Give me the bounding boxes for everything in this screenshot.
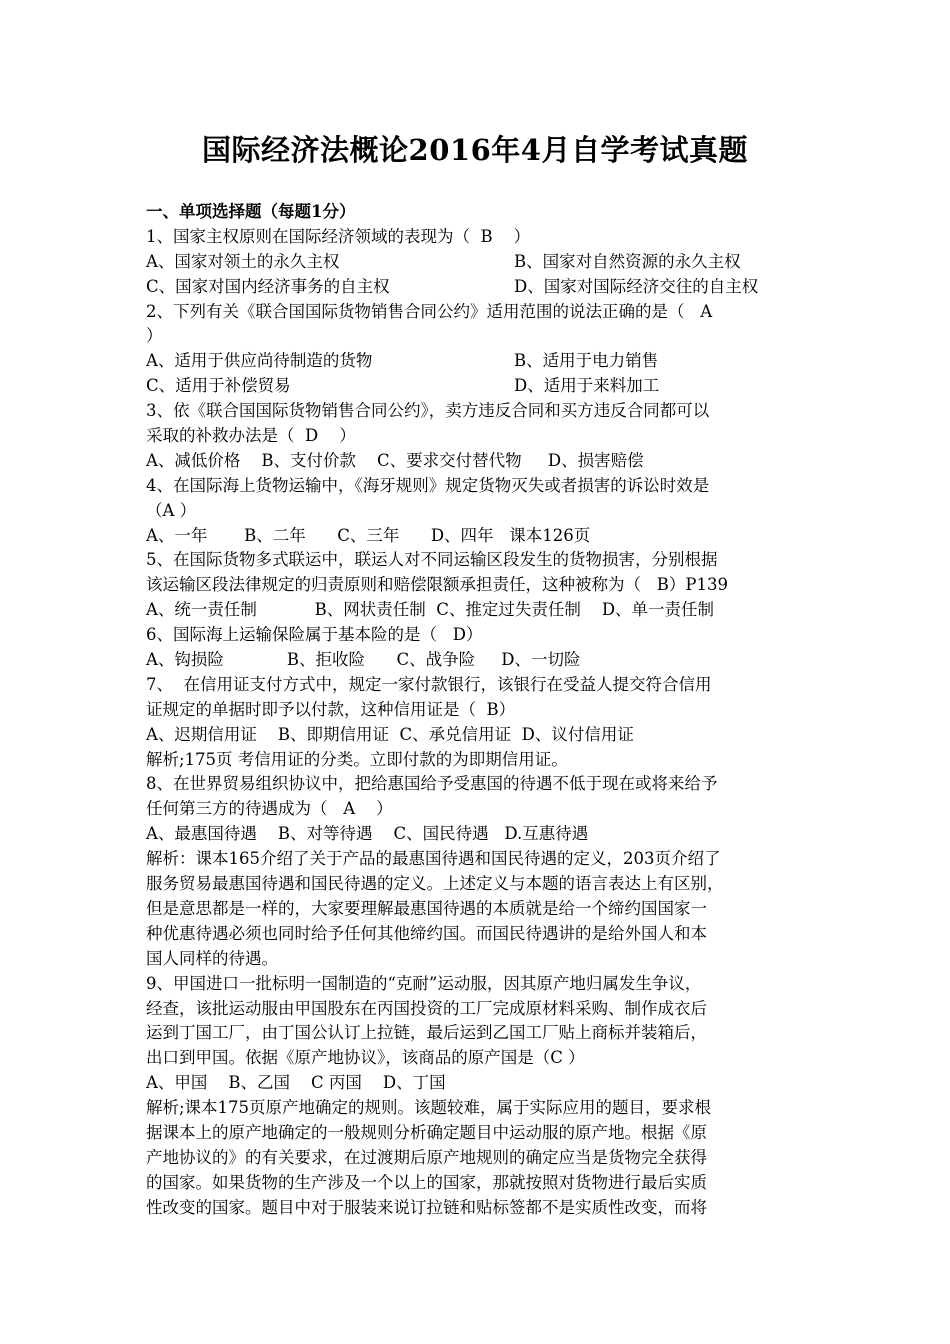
document-body bbox=[146, 200, 826, 1221]
question-3-stem-cont: 采取的补救办法是（ D ） bbox=[146, 426, 356, 446]
page-title: 国际经济法概论2016年4月自学考试真题 bbox=[202, 133, 748, 167]
question-9-analysis-line: 的国家。如果货物的生产涉及一个以上的国家，那就按照对货物进行最后实质 bbox=[146, 1172, 707, 1192]
question-8-options: A、最惠国待遇 B、对等待遇 C、国民待遇 D.互惠待遇 bbox=[146, 824, 589, 844]
option-b: B、适用于电力销售 bbox=[514, 351, 659, 371]
section-heading: 一、单项选择题（每题1分） bbox=[146, 202, 356, 221]
question-2-options-row-2 bbox=[146, 374, 826, 399]
option-d: D、国家对国际经济交往的自主权 bbox=[514, 276, 759, 296]
question-6-options: A、钩损险 B、拒收险 C、战争险 D、一切险 bbox=[146, 650, 581, 670]
question-9-analysis-line: 据课本上的原产地确定的一般规则分析确定题目中运动服的原产地。根据《原 bbox=[146, 1122, 707, 1142]
question-9-stem-line: 9、甲国进口一批标明一国制造的“克耐”运动服，因其原产地归属发生争议， bbox=[146, 973, 702, 993]
option-c: C、适用于补偿贸易 bbox=[146, 376, 291, 396]
question-2-stem: 2、下列有关《联合国国际货物销售合同公约》适用范围的说法正确的是（ A bbox=[146, 301, 713, 321]
question-8-analysis-line: 但是意思都是一样的，大家要理解最惠国待遇的本质就是给一个缔约国国家一 bbox=[146, 898, 707, 918]
question-9-stem-line: 运到丁国工厂，由丁国公认订上拉链，最后运到乙国工厂贴上商标并装箱后， bbox=[146, 1023, 707, 1043]
question-5-stem-cont: 该运输区段法律规定的归责原则和赔偿限额承担责任，这种被称为（ B）P139 bbox=[146, 575, 728, 595]
question-8-analysis-line: 解析：课本165介绍了关于产品的最惠国待遇和国民待遇的定义，203页介绍了 bbox=[146, 849, 721, 869]
question-4-stem: 4、在国际海上货物运输中，《海牙规则》规定货物灭失或者损害的诉讼时效是 bbox=[146, 475, 710, 495]
question-5-options: A、统一责任制 B、网状责任制 C、推定过失责任制 D、单一责任制 bbox=[146, 600, 715, 620]
question-1-options-row-1 bbox=[146, 250, 826, 275]
question-5-stem: 5、在国际货物多式联运中，联运人对不同运输区段发生的货物损害，分别根据 bbox=[146, 550, 718, 570]
question-9-analysis-line: 解析;课本175页原产地确定的规则。该题较难，属于实际应用的题目，要求根 bbox=[146, 1098, 712, 1118]
question-3-stem: 3、依《联合国国际货物销售合同公约》，卖方违反合同和买方违反合同都可以 bbox=[146, 401, 710, 421]
question-8-analysis-line: 服务贸易最惠国待遇和国民待遇的定义。上述定义与本题的语言表达上有区别， bbox=[146, 874, 724, 894]
question-8-analysis-line: 种优惠待遇必须也同时给予任何其他缔约国。而国民待遇讲的是给外国人和本 bbox=[146, 923, 707, 943]
question-8-analysis-line: 国人同样的待遇。 bbox=[146, 948, 278, 968]
question-2-stem-cont: ） bbox=[146, 326, 163, 346]
option-a: A、国家对领土的永久主权 bbox=[146, 251, 340, 271]
option-c: C、国家对国内经济事务的自主权 bbox=[146, 276, 390, 296]
question-9-options: A、甲国 B、乙国 C 丙国 D、丁国 bbox=[146, 1073, 446, 1093]
question-1-stem: 1、国家主权原则在国际经济领域的表现为（ B ） bbox=[146, 226, 531, 246]
question-3-options: A、减低价格 B、支付价款 C、要求交付替代物 D、损害赔偿 bbox=[146, 450, 644, 470]
question-9-stem-line: 出口到甲国。依据《原产地协议》，该商品的原产国是（C ） bbox=[146, 1048, 585, 1068]
question-9-analysis-line: 性改变的国家。题目中对于服装来说订拉链和贴标签都不是实质性改变，而将 bbox=[146, 1197, 707, 1217]
question-9-stem-line: 经查，该批运动服由甲国股东在丙国投资的工厂完成原材料采购、制作成衣后 bbox=[146, 998, 707, 1018]
question-4-options: A、一年 B、二年 C、三年 D、四年 课本126页 bbox=[146, 525, 591, 545]
question-4-stem-cont: （A ） bbox=[146, 500, 197, 520]
option-b: B、国家对自然资源的永久主权 bbox=[514, 251, 741, 271]
question-6-stem: 6、国际海上运输保险属于基本险的是（ D） bbox=[146, 625, 483, 645]
question-2-options-row-1 bbox=[146, 349, 826, 374]
question-8-stem-cont: 任何第三方的待遇成为（ A ） bbox=[146, 799, 393, 819]
option-a: A、适用于供应尚待制造的货物 bbox=[146, 351, 373, 371]
question-7-options: A、迟期信用证 B、即期信用证 C、承兑信用证 D、议付信用证 bbox=[146, 724, 634, 744]
question-7-analysis: 解析;175页 考信用证的分类。立即付款的为即期信用证。 bbox=[146, 749, 568, 769]
option-d: D、适用于来料加工 bbox=[514, 376, 660, 396]
question-1-options-row-2 bbox=[146, 275, 826, 300]
question-7-stem-cont: 证规定的单据时即予以付款，这种信用证是（ B） bbox=[146, 699, 516, 719]
question-7-stem: 7、 在信用证支付方式中，规定一家付款银行，该银行在受益人提交符合信用 bbox=[146, 674, 712, 694]
question-9-analysis-line: 产地协议的》的有关要求，在过渡期后原产地规则的确定应当是货物完全获得 bbox=[146, 1147, 707, 1167]
question-8-stem: 8、在世界贸易组织协议中，把给惠国给予受惠国的待遇不低于现在或将来给予 bbox=[146, 774, 718, 794]
